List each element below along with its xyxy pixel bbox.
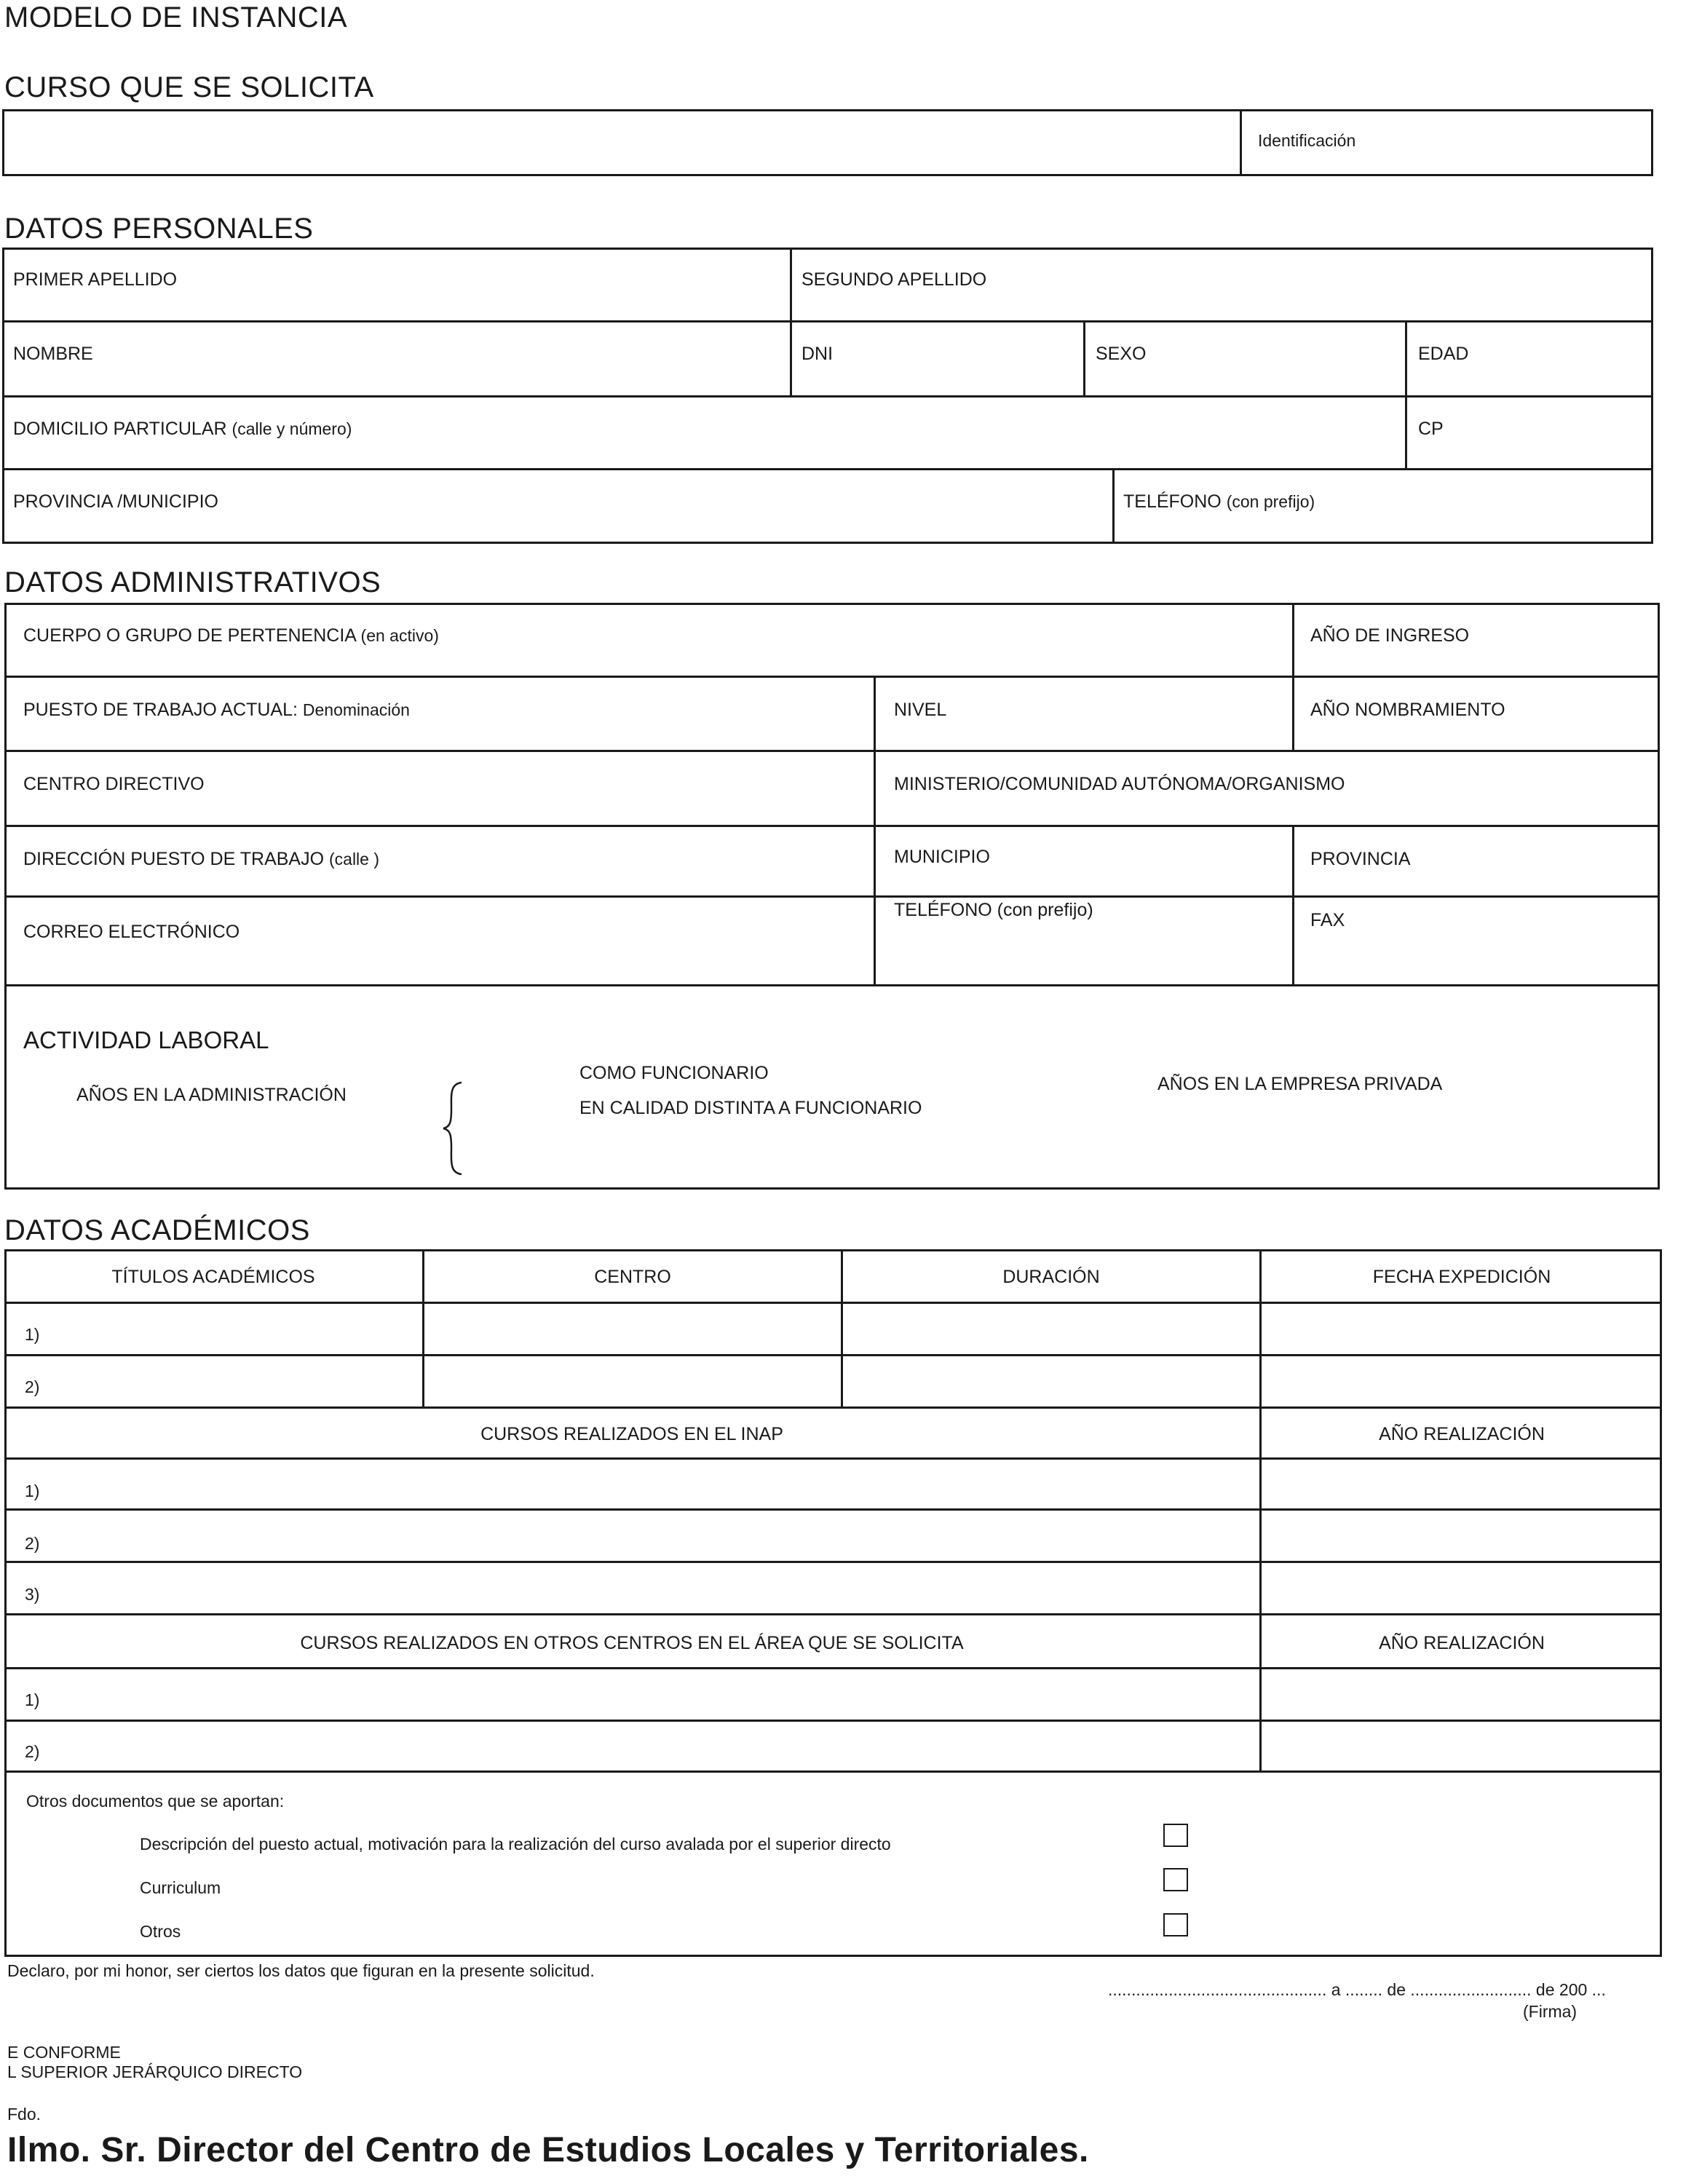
documento-curriculum-label: Curriculum	[140, 1878, 221, 1897]
descripcion-checkbox[interactable]	[1163, 1824, 1188, 1847]
domicilio-note: (calle y número)	[231, 419, 352, 438]
divider	[4, 1561, 1662, 1563]
edad-label: EDAD	[1418, 344, 1469, 364]
divider	[4, 1720, 1662, 1722]
correo-label: CORREO ELECTRÓNICO	[23, 922, 240, 942]
divider	[1240, 109, 1242, 176]
domicilio-label	[13, 419, 352, 440]
divider	[1259, 1249, 1262, 1770]
divider	[1292, 603, 1294, 750]
divider	[4, 1406, 1662, 1409]
telefono-label	[1123, 491, 1315, 513]
anio-ingreso-label: AÑO DE INGRESO	[1310, 625, 1470, 646]
divider	[874, 676, 876, 984]
anios-privada-label: AÑOS EN LA EMPRESA PRIVADA	[1157, 1074, 1443, 1094]
direccion-note: (calle )	[329, 850, 380, 869]
row-number: 2)	[25, 1742, 40, 1761]
primer-apellido-label: PRIMER APELLIDO	[13, 269, 178, 290]
divider	[1292, 825, 1294, 984]
fdo-label: Fdo.	[7, 2105, 41, 2124]
divider	[4, 984, 1660, 986]
identificacion-label: Identificación	[1258, 131, 1356, 150]
ministerio-label: MINISTERIO/COMUNIDAD AUTÓNOMA/ORGANISMO	[894, 774, 1345, 794]
puesto-note: Denominación	[302, 700, 410, 719]
divider	[4, 1508, 1662, 1511]
actividad-heading: ACTIVIDAD LABORAL	[23, 1026, 269, 1053]
direccion-text: DIRECCIÓN PUESTO DE TRABAJO	[23, 849, 325, 869]
calidad-distinta-label: EN CALIDAD DISTINTA A FUNCIONARIO	[579, 1098, 922, 1118]
row-number: 1)	[25, 1690, 40, 1709]
fecha-linea: ............................................... a ........ de .......................... de 200 ...	[1108, 1980, 1606, 1999]
section-heading-curso: CURSO QUE SE SOLICITA	[4, 71, 374, 103]
section-heading-administrativos: DATOS ADMINISTRATIVOS	[4, 566, 381, 598]
anio-realizacion-header: AÑO REALIZACIÓN	[1379, 1633, 1545, 1653]
dni-label: DNI	[801, 344, 834, 364]
destinatario-text: Ilmo. Sr. Director del Centro de Estudios Locales y Territoriales.	[7, 2131, 1089, 2169]
cuerpo-text: CUERPO O GRUPO DE PERTENENCIA	[23, 625, 356, 646]
divider	[4, 825, 1660, 827]
anio-nombramiento-label: AÑO NOMBRAMIENTO	[1310, 700, 1505, 720]
row-number: 1)	[25, 1481, 40, 1500]
segundo-apellido-label: SEGUNDO APELLIDO	[801, 269, 987, 290]
puesto-text: PUESTO DE TRABAJO ACTUAL:	[23, 700, 298, 720]
otros-centros-header: CURSOS REALIZADOS EN OTROS CENTROS EN EL ÁREA QUE SE SOLICITA	[300, 1633, 964, 1653]
divider	[4, 750, 1660, 752]
telefono-admin-label: TELÉFONO (con prefijo)	[894, 900, 1093, 920]
municipio-label: MUNICIPIO	[894, 847, 990, 867]
inap-header: CURSOS REALIZADOS EN EL INAP	[480, 1424, 783, 1444]
telefono-note: (con prefijo)	[1226, 492, 1315, 511]
section-heading-academicos: DATOS ACADÉMICOS	[4, 1214, 310, 1246]
anios-admin-label: AÑOS EN LA ADMINISTRACIÓN	[76, 1085, 347, 1105]
curriculum-checkbox[interactable]	[1163, 1868, 1188, 1891]
cp-label: CP	[1418, 419, 1444, 439]
documento-descripcion-label: Descripción del puesto actual, motivación para la realización del curso avalada por el superior directo	[140, 1835, 891, 1853]
row-number: 2)	[25, 1534, 40, 1553]
divider	[2, 468, 1653, 470]
otros-documentos-heading: Otros documentos que se aportan:	[26, 1792, 285, 1811]
provincia-municipio-label: PROVINCIA /MUNICIPIO	[13, 491, 218, 512]
form-title: MODELO DE INSTANCIA	[4, 1, 348, 33]
divider	[4, 1770, 1662, 1773]
col-header-fecha: FECHA EXPEDICIÓN	[1372, 1267, 1551, 1287]
divider	[4, 1457, 1662, 1460]
centro-directivo-label: CENTRO DIRECTIVO	[23, 774, 205, 794]
firma-label: (Firma)	[1523, 2002, 1578, 2021]
divider	[1083, 320, 1085, 395]
divider	[4, 1302, 1662, 1304]
conforme-line-2: L SUPERIOR JERÁRQUICO DIRECTO	[7, 2062, 303, 2081]
section-heading-personales: DATOS PERSONALES	[4, 213, 314, 245]
documento-otros-label: Otros	[140, 1922, 181, 1941]
direccion-label	[23, 849, 379, 870]
divider	[4, 1354, 1662, 1356]
divider	[1112, 468, 1115, 544]
provincia-label: PROVINCIA	[1310, 849, 1411, 869]
nombre-label: NOMBRE	[13, 344, 93, 364]
sexo-label: SEXO	[1096, 344, 1147, 364]
divider	[4, 895, 1660, 898]
col-header-centro: CENTRO	[594, 1267, 671, 1287]
col-header-duracion: DURACIÓN	[1002, 1267, 1100, 1287]
anio-realizacion-header: AÑO REALIZACIÓN	[1379, 1424, 1545, 1444]
cuerpo-label	[23, 625, 439, 646]
curly-brace-icon	[440, 1080, 466, 1176]
como-funcionario-label: COMO FUNCIONARIO	[579, 1063, 769, 1083]
curso-field[interactable]	[2, 109, 1653, 176]
divider	[4, 1613, 1662, 1615]
divider	[4, 676, 1660, 678]
nivel-label: NIVEL	[894, 700, 947, 720]
divider	[4, 1667, 1662, 1669]
puesto-label	[23, 700, 410, 721]
domicilio-text: DOMICILIO PARTICULAR	[13, 419, 227, 439]
fax-label: FAX	[1310, 910, 1345, 930]
conforme-line-1: E CONFORME	[7, 2043, 121, 2062]
divider	[790, 248, 792, 395]
row-number: 3)	[25, 1585, 40, 1604]
otros-checkbox[interactable]	[1163, 1913, 1188, 1936]
col-header-titulos: TÍTULOS ACADÉMICOS	[111, 1267, 315, 1287]
row-number: 2)	[25, 1377, 40, 1396]
cuerpo-note: (en activo)	[360, 626, 439, 645]
telefono-text: TELÉFONO	[1123, 491, 1222, 512]
divider	[1405, 320, 1407, 468]
row-number: 1)	[25, 1325, 40, 1344]
declaracion-text: Declaro, por mi honor, ser ciertos los datos que figuran en la presente solicitud.	[7, 1961, 595, 1980]
